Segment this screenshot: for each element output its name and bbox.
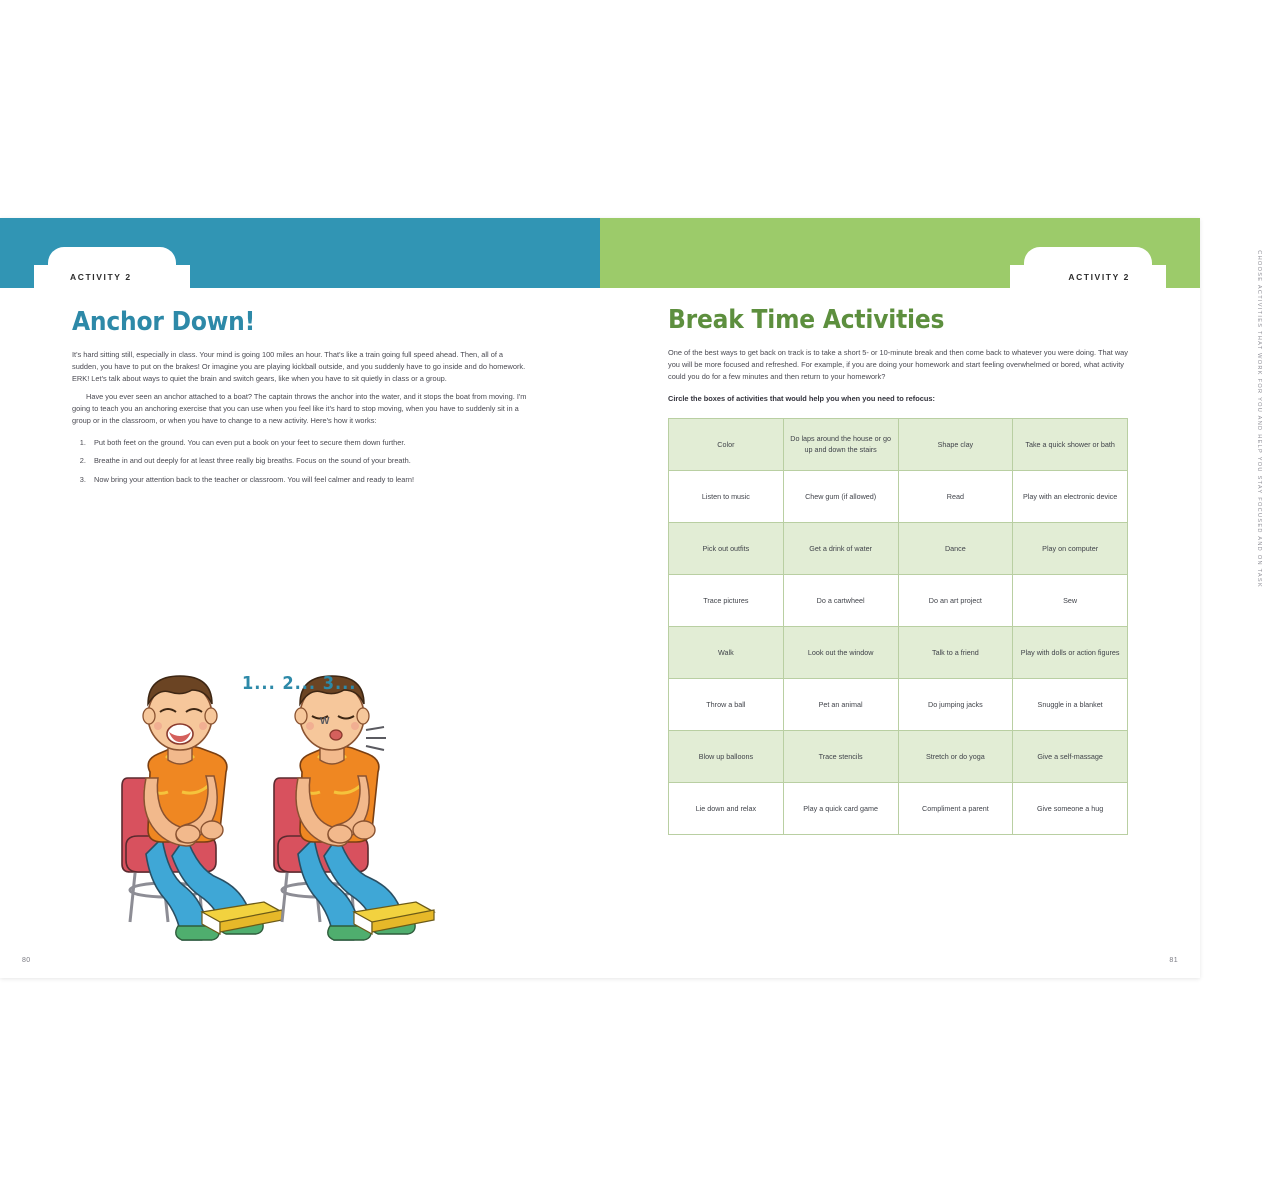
left-header-band (0, 218, 600, 288)
activity-cell[interactable]: Read (898, 471, 1013, 523)
activity-cell[interactable]: Trace stencils (783, 731, 898, 783)
right-page-number: 81 (1169, 957, 1178, 964)
right-activity-tab (1024, 247, 1152, 289)
activity-table-row (669, 471, 1128, 523)
circle-instruction: Circle the boxes of activities that would help you when you need to refocus: (668, 393, 935, 403)
left-paragraph-2: Have you ever seen an anchor attached to a boat? The captain throws the anchor into the water, and it stops the boat from moving. I'm going to teach you an anchoring exercise that you can use when you feel like it's hard to stop moving, when you have to suddenly sit in a group or in the classroom, or when you have to change to a new activity. Here's how it works: (72, 391, 527, 425)
activity-cell[interactable]: Listen to music (669, 471, 784, 523)
left-page-number: 80 (22, 957, 31, 964)
activity-table-row (669, 575, 1128, 627)
activity-table-row (669, 523, 1128, 575)
activity-table-row (669, 679, 1128, 731)
activity-cell[interactable]: Lie down and relax (669, 783, 784, 835)
left-page-content (0, 288, 600, 978)
anchor-step-1: 1. Put both feet on the ground. You can even put a book on your feet to secure them down further. (88, 437, 530, 449)
activity-table-row (669, 419, 1128, 471)
right-page-title: Break Time Activities (668, 305, 945, 335)
left-page-title: Anchor Down! (72, 307, 256, 337)
activity-cell[interactable]: Stretch or do yoga (898, 731, 1013, 783)
activity-cell[interactable]: Look out the window (783, 627, 898, 679)
activity-cell[interactable]: Dance (898, 523, 1013, 575)
right-activity-tab-label: ACTIVITY 2 (1068, 272, 1130, 282)
activity-cell[interactable]: Play with dolls or action figures (1013, 627, 1128, 679)
right-paragraph-1: One of the best ways to get back on track is to take a short 5- or 10-minute break and then come back to whatever you were doing. That way you will be more focused and refreshed. For example, if you are doing your homework and start feeling overwhelmed or bored, what activity could you do for a few minutes and then return to your homework? (668, 347, 1128, 381)
right-header-band (600, 218, 1200, 288)
left-paragraph-1: It's hard sitting still, especially in class. Your mind is going 100 miles an hour. That's like a train going full speed ahead. Then, all of a sudden, you have to put on the brakes! Or imagine you are playing kickball outside, and you suddenly have to go inside and do homework. ERK! Let's talk about ways to quiet the brain and switch gears, like when you have to sit quietly in class or a group. (72, 349, 526, 383)
activity-cell[interactable]: Snuggle in a blanket (1013, 679, 1128, 731)
activity-cell[interactable]: Do an art project (898, 575, 1013, 627)
right-page-body (668, 347, 1138, 383)
activity-cell[interactable]: Trace pictures (669, 575, 784, 627)
left-activity-tab-label: ACTIVITY 2 (70, 272, 132, 282)
book-spread (0, 218, 1262, 978)
activity-cell[interactable]: Sew (1013, 575, 1128, 627)
activity-table-row (669, 731, 1128, 783)
figure-inhale (122, 676, 282, 940)
figure-exhale (274, 676, 434, 940)
activity-cell[interactable]: Give someone a hug (1013, 783, 1128, 835)
breathing-illustration (110, 668, 510, 938)
activity-cell[interactable]: Walk (669, 627, 784, 679)
activity-cell[interactable]: Play on computer (1013, 523, 1128, 575)
activity-cell[interactable]: Chew gum (if allowed) (783, 471, 898, 523)
activity-cell[interactable]: Do a cartwheel (783, 575, 898, 627)
activity-cell[interactable]: Take a quick shower or bath (1013, 419, 1128, 471)
right-page-side-text: CHOOSE ACTIVITIES THAT WORK FOR YOU AND HELP YOU STAY FOCUSED AND ON TASK (1256, 250, 1262, 588)
exhale-text: W (320, 716, 330, 727)
activity-table-body (669, 419, 1128, 835)
activity-cell[interactable]: Throw a ball (669, 679, 784, 731)
breath-lines (366, 727, 386, 750)
left-page (0, 218, 600, 978)
activity-cell[interactable]: Play a quick card game (783, 783, 898, 835)
activity-cell[interactable]: Get a drink of water (783, 523, 898, 575)
activity-cell[interactable]: Blow up balloons (669, 731, 784, 783)
activity-cell[interactable]: Do laps around the house or go up and down the stairs (783, 419, 898, 471)
activity-cell[interactable]: Talk to a friend (898, 627, 1013, 679)
anchor-step-2: 2. Breathe in and out deeply for at least three really big breaths. Focus on the sound of your breath. (88, 455, 530, 467)
break-time-activity-table[interactable] (668, 418, 1128, 835)
activity-cell[interactable]: Do jumping jacks (898, 679, 1013, 731)
activity-cell[interactable]: Pet an animal (783, 679, 898, 731)
left-activity-tab (48, 247, 176, 289)
activity-cell[interactable]: Shape clay (898, 419, 1013, 471)
activity-table-row (669, 627, 1128, 679)
activity-cell[interactable]: Compliment a parent (898, 783, 1013, 835)
activity-cell[interactable]: Give a self-massage (1013, 731, 1128, 783)
anchor-step-3: 3. Now bring your attention back to the teacher or classroom. You will feel calmer and ready to learn! (88, 474, 530, 486)
activity-cell[interactable]: Color (669, 419, 784, 471)
left-page-body (72, 349, 530, 427)
boy-on-chair-artwork (110, 668, 510, 938)
counting-text: 1... 2... 3... (242, 673, 357, 694)
activity-cell[interactable]: Pick out outfits (669, 523, 784, 575)
right-page (600, 218, 1262, 978)
anchor-steps-list (88, 437, 530, 487)
activity-cell[interactable]: Play with an electronic device (1013, 471, 1128, 523)
activity-table-row (669, 783, 1128, 835)
